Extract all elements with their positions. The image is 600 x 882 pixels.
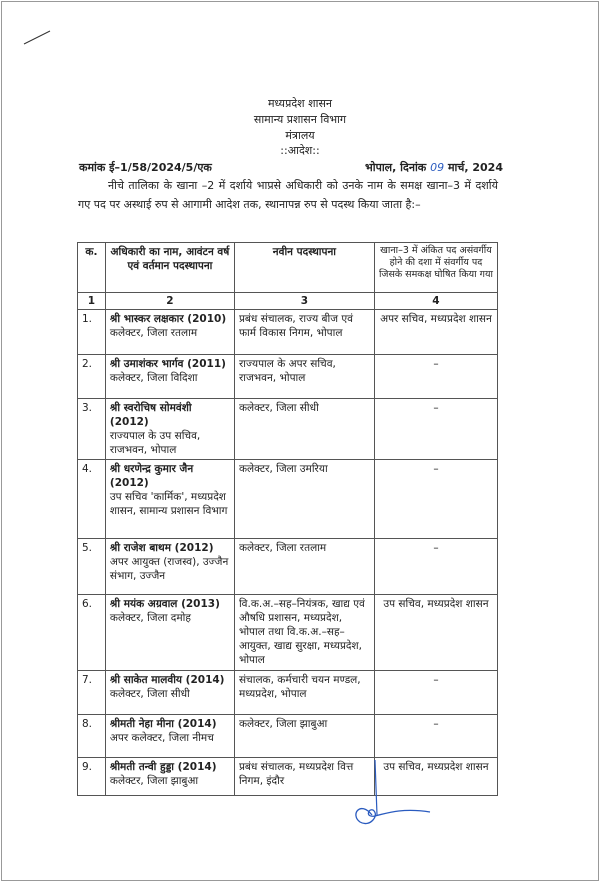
equivalent-post: – [374, 671, 497, 715]
header-equivalent: खाना–3 में अंकित पद असंवर्गीय होने की दशा में संवर्गीय पद जिसके समकक्ष घोषित किया गया [374, 243, 497, 293]
new-posting: कलेक्टर, जिला उमरिया [234, 460, 374, 539]
equivalent-post: उप सचिव, मध्यप्रदेश शासन [374, 595, 497, 671]
officer-cell [105, 715, 234, 758]
date-handwritten: 09 [430, 161, 445, 174]
officer-name: श्री धरणेन्द्र कुमार जैन (2012) [109, 463, 194, 489]
header-sn: क. [78, 243, 106, 293]
header-department: सामान्य प्रशासन विभाग [253, 113, 347, 126]
current-posting: अपर कलेक्टर, जिला नीमच [109, 732, 214, 744]
header-order: ::आदेश:: [280, 144, 320, 157]
new-posting: कलेक्टर, जिला सीधी [234, 399, 374, 460]
header-ministry: मंत्रालय [285, 129, 315, 142]
header-new-posting: नवीन पदस्थापना [234, 243, 374, 293]
officer-cell [105, 758, 234, 796]
serial-number: 9. [78, 758, 106, 796]
table-row [78, 671, 498, 715]
officer-name: श्रीमती तन्वी हुड्डा (2014) [109, 761, 217, 773]
equivalent-post: – [374, 355, 497, 399]
current-posting: राज्यपाल के उप सचिव, राजभवन, भोपाल [109, 430, 201, 456]
equivalent-post: – [374, 399, 497, 460]
table-row [78, 539, 498, 595]
serial-number: 2. [78, 355, 106, 399]
header-state: मध्यप्रदेश शासन [267, 97, 333, 110]
header-officer: अधिकारी का नाम, आवंटन वर्ष एवं वर्तमान पदस्थापना [105, 243, 234, 293]
serial-number: 6. [78, 595, 106, 671]
current-posting: कलेक्टर, जिला रतलाम [109, 327, 198, 339]
date-suffix: मार्च, 2024 [447, 161, 503, 174]
new-posting: कलेक्टर, जिला झाबुआ [234, 715, 374, 758]
officer-cell [105, 399, 234, 460]
officer-cell [105, 595, 234, 671]
equivalent-post: – [374, 539, 497, 595]
col-number: 4 [374, 293, 497, 310]
current-posting: कलेक्टर, जिला दमोह [109, 612, 191, 624]
serial-number: 1. [78, 310, 106, 355]
serial-number: 4. [78, 460, 106, 539]
current-posting: उप सचिव 'कार्मिक', मध्यप्रदेश शासन, सामान्य प्रशासन विभाग [109, 491, 228, 517]
officer-name: श्री उमाशंकर भार्गव (2011) [109, 358, 226, 370]
col-number: 1 [78, 293, 106, 310]
order-paragraph: नीचे तालिका के खाना –2 में दर्शाये भाप्रसे अधिकारी को उनके नाम के समक्ष खाना–3 में दर्शाये गए पद पर अस्थाई रुप से आगामी आदेश तक, स्थानापन्न रुप से पदस्थ किया जाता है:– [78, 179, 498, 211]
new-posting: प्रबंध संचालक, मध्यप्रदेश वित्त निगम, इंदौर [234, 758, 374, 796]
serial-number: 3. [78, 399, 106, 460]
table-row [78, 355, 498, 399]
date-prefix: भोपाल, दिनांक [365, 161, 427, 174]
officer-cell [105, 460, 234, 539]
officer-name: श्री राजेश बाथम (2012) [109, 542, 214, 554]
equivalent-post: – [374, 460, 497, 539]
table-row [78, 595, 498, 671]
equivalent-post: – [374, 715, 497, 758]
officer-name: श्री स्वरोचिष सोमवंशी (2012) [109, 402, 192, 428]
posting-table [77, 242, 498, 796]
officer-name: श्री मयंक अग्रवाल (2013) [109, 598, 220, 610]
col-number: 2 [105, 293, 234, 310]
table-row [78, 310, 498, 355]
officer-name: श्री भास्कर लक्षकार (2010) [109, 313, 227, 325]
new-posting: कलेक्टर, जिला रतलाम [234, 539, 374, 595]
serial-number: 5. [78, 539, 106, 595]
signature [340, 760, 440, 830]
col-number: 3 [234, 293, 374, 310]
new-posting: वि.क.अ.–सह–नियंत्रक, खाद्य एवं औषधि प्रशासन, मध्यप्रदेश, भोपाल तथा वि.क.अ.–सह–आयुक्त, खाद्य सुरक्षा, मध्यप्रदेश, भोपाल [234, 595, 374, 671]
table-row [78, 399, 498, 460]
new-posting: राज्यपाल के अपर सचिव, राजभवन, भोपाल [234, 355, 374, 399]
new-posting: प्रबंध संचालक, राज्य बीज एवं फार्म विकास निगम, भोपाल [234, 310, 374, 355]
officer-cell [105, 539, 234, 595]
officer-cell [105, 310, 234, 355]
table-row [78, 460, 498, 539]
new-posting: संचालक, कर्मचारी चयन मण्डल, मध्यप्रदेश, भोपाल [234, 671, 374, 715]
order-number: कमांक ई–1/58/2024/5/एक [79, 161, 212, 174]
officer-cell [105, 671, 234, 715]
current-posting: कलेक्टर, जिला झाबुआ [109, 775, 199, 787]
current-posting: कलेक्टर, जिला विदिशा [109, 372, 198, 384]
officer-cell [105, 355, 234, 399]
equivalent-post: अपर सचिव, मध्यप्रदेश शासन [374, 310, 497, 355]
current-posting: कलेक्टर, जिला सीधी [109, 688, 190, 700]
current-posting: अपर आयुक्त (राजस्व), उज्जैन संभाग, उज्जैन [109, 556, 229, 582]
serial-number: 7. [78, 671, 106, 715]
table-row [78, 715, 498, 758]
pen-mark [20, 25, 60, 50]
officer-name: श्रीमती नेहा मीना (2014) [109, 718, 217, 730]
equivalent-post: उप सचिव, मध्यप्रदेश शासन [374, 758, 497, 796]
place-date [365, 160, 503, 175]
serial-number: 8. [78, 715, 106, 758]
officer-name: श्री साकेत मालवीय (2014) [109, 674, 225, 686]
